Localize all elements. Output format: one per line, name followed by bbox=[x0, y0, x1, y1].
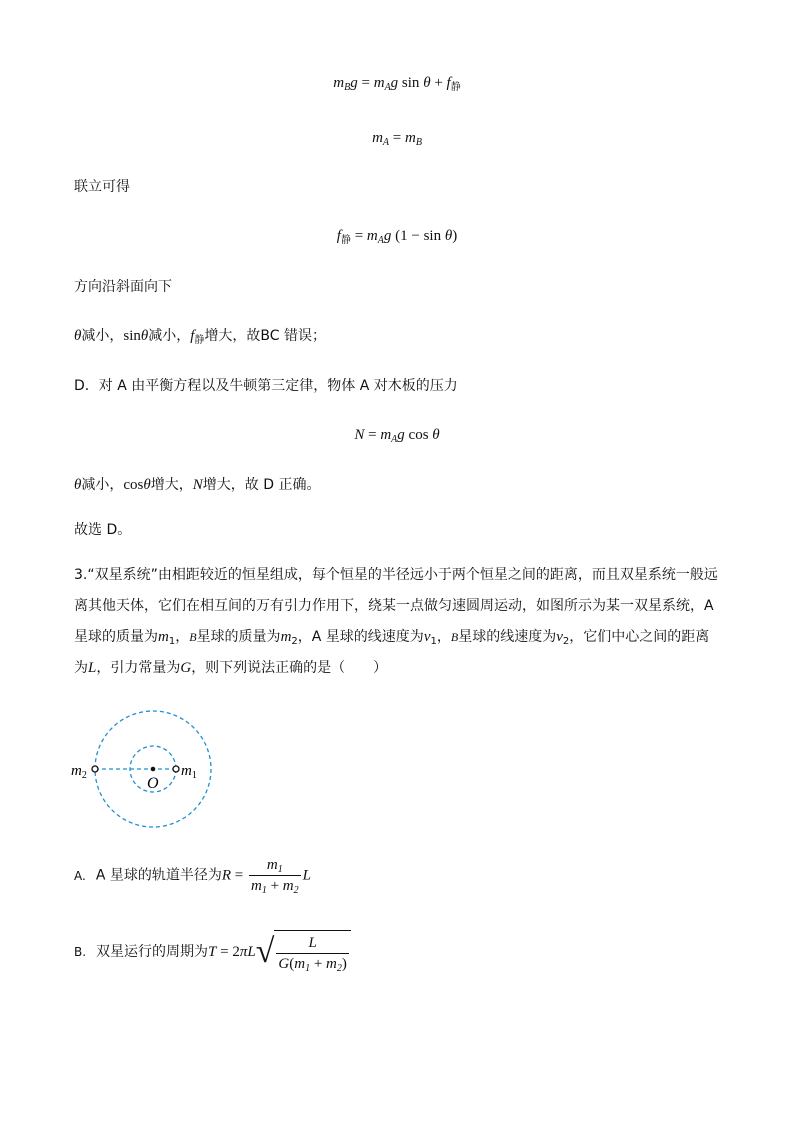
symbol: m bbox=[404, 130, 416, 146]
operator: (1 − sin bbox=[391, 228, 445, 244]
symbol: T bbox=[208, 944, 217, 960]
answer-text: 故选 D。 bbox=[74, 522, 132, 538]
analysis-d-result bbox=[74, 476, 320, 494]
symbol: L bbox=[247, 944, 256, 960]
fraction bbox=[276, 933, 349, 974]
text: 星球的线速度为 bbox=[458, 629, 557, 645]
symbol: π bbox=[239, 944, 248, 960]
operator: = bbox=[364, 427, 381, 443]
text: 减小， bbox=[81, 328, 124, 344]
option-label: A. bbox=[74, 868, 86, 883]
symbol: m bbox=[373, 75, 385, 91]
analysis-d-intro: D．对 A 由平衡方程以及牛顿第三定律，物体 A 对木板的压力 bbox=[74, 378, 458, 394]
subscript: 2 bbox=[291, 636, 298, 647]
text: 增大，故BC 错误； bbox=[204, 328, 327, 344]
text: 增大，故 D 正确。 bbox=[202, 477, 321, 493]
symbol: B bbox=[450, 630, 459, 644]
operator: ) bbox=[452, 228, 458, 244]
subscript: 2 bbox=[336, 963, 342, 974]
symbol: θ bbox=[143, 477, 151, 493]
symbol: R bbox=[221, 867, 232, 884]
subscript: B bbox=[344, 82, 351, 93]
symbol: B bbox=[189, 630, 197, 644]
label-m1: $m_1$ bbox=[181, 763, 197, 781]
label-m2: $m_2$ bbox=[71, 763, 87, 781]
subscript: A bbox=[391, 434, 398, 445]
combine-text: 联立可得 bbox=[74, 179, 130, 195]
star-m2 bbox=[92, 766, 98, 772]
operator: ( bbox=[289, 956, 295, 972]
symbol: L bbox=[302, 867, 311, 884]
operator: + bbox=[430, 75, 447, 91]
subscript: 2 bbox=[293, 885, 299, 896]
symbol: f bbox=[336, 228, 341, 244]
subscript: 1 bbox=[168, 636, 176, 647]
subscript: 静 bbox=[340, 235, 351, 246]
symbol: θ bbox=[140, 328, 149, 344]
symbol: g bbox=[350, 75, 358, 91]
symbol: N bbox=[354, 427, 365, 443]
text: A 星球的轨道半径为 bbox=[95, 867, 222, 884]
subscript: B bbox=[415, 137, 422, 148]
option-label: B. bbox=[74, 945, 87, 959]
operator: = bbox=[231, 867, 247, 884]
function: sin bbox=[123, 328, 141, 344]
option-a[interactable] bbox=[74, 855, 311, 896]
label-center-o: O bbox=[147, 775, 159, 792]
symbol: m bbox=[158, 629, 169, 645]
text: 减小， bbox=[81, 477, 124, 493]
subscript: 1 bbox=[430, 636, 437, 647]
symbol: g bbox=[383, 228, 392, 244]
subscript: 2 bbox=[562, 636, 570, 647]
symbol: m bbox=[333, 75, 345, 91]
symbol: θ bbox=[444, 228, 453, 244]
radical-sign-icon: √ bbox=[255, 933, 275, 970]
symbol: g bbox=[390, 75, 399, 91]
operator: + bbox=[266, 878, 283, 894]
symbol: θ bbox=[74, 477, 82, 493]
symbol: m bbox=[326, 956, 337, 972]
equation-normal-force bbox=[0, 426, 794, 444]
text: 3.“双星系统”由相距较近的恒星组成，每个恒星的半径远小于两个恒星之间的距离，而且双星系统一般远离其他天体，它们在相互间的万有引力作用下，绕某一点做匀速圆周运动，如图所示为某一双星系统，A 星球的质量为 bbox=[74, 567, 718, 645]
subscript: 静 bbox=[450, 82, 461, 93]
binary-star-figure bbox=[60, 700, 250, 840]
text: ，引力常量为 bbox=[96, 660, 181, 676]
direction-text: 方向沿斜面向下 bbox=[74, 279, 172, 295]
symbol: L bbox=[276, 933, 349, 954]
symbol: f bbox=[190, 328, 195, 344]
symbol: θ bbox=[423, 75, 431, 91]
equation-static-friction bbox=[0, 227, 794, 245]
symbol: m bbox=[366, 228, 378, 244]
function: cos bbox=[404, 427, 433, 443]
subscript: 1 bbox=[261, 885, 267, 896]
symbol: L bbox=[88, 660, 97, 676]
subscript: A bbox=[377, 235, 384, 246]
text: ， bbox=[175, 629, 190, 645]
symbol: v bbox=[556, 629, 563, 645]
center-point bbox=[151, 767, 156, 772]
analysis-bc bbox=[74, 327, 326, 345]
symbol: m bbox=[294, 956, 306, 972]
equation-mass-equal bbox=[0, 129, 794, 147]
symbol: g bbox=[397, 427, 405, 443]
text: ，A 星球的线速度为 bbox=[297, 629, 424, 645]
operator: = bbox=[389, 130, 405, 146]
subscript: A bbox=[384, 82, 391, 93]
symbol: m bbox=[280, 629, 292, 645]
operator: = bbox=[350, 228, 367, 244]
symbol: G bbox=[180, 660, 192, 676]
equation-force-balance-b bbox=[0, 74, 794, 92]
operator: = 2 bbox=[216, 944, 240, 960]
operator: = bbox=[357, 75, 374, 91]
symbol: θ bbox=[432, 427, 440, 443]
symbol: m bbox=[282, 878, 294, 894]
subscript: 1 bbox=[305, 963, 311, 974]
subscript: 1 bbox=[277, 864, 283, 875]
subscript: 静 bbox=[194, 335, 205, 346]
subscript: A bbox=[382, 137, 390, 148]
text: 双星运行的周期为 bbox=[96, 944, 209, 960]
symbol: m bbox=[372, 130, 383, 146]
function: cos bbox=[123, 477, 144, 493]
symbol: m bbox=[266, 857, 278, 873]
question-3-stem bbox=[74, 560, 722, 684]
text: 星球的质量为 bbox=[196, 629, 281, 645]
operator: ) bbox=[341, 956, 347, 972]
option-b[interactable] bbox=[74, 930, 351, 974]
text: 减小， bbox=[148, 328, 191, 344]
text: 增大， bbox=[150, 477, 193, 493]
symbol: m bbox=[250, 878, 262, 894]
symbol: v bbox=[423, 629, 431, 645]
symbol: N bbox=[192, 477, 203, 493]
text: ，它们中心之间的距离为 bbox=[74, 629, 710, 676]
symbol: G bbox=[278, 956, 290, 972]
text: ，则下列说法正确的是（ ） bbox=[191, 660, 388, 676]
operator: + bbox=[310, 956, 327, 972]
text: ， bbox=[436, 629, 451, 645]
symbol: m bbox=[380, 427, 392, 443]
fraction bbox=[249, 855, 301, 896]
symbol: θ bbox=[74, 328, 82, 344]
function: sin bbox=[398, 75, 424, 91]
star-m1 bbox=[173, 766, 179, 772]
square-root bbox=[256, 930, 351, 974]
symbol: f bbox=[446, 75, 451, 91]
